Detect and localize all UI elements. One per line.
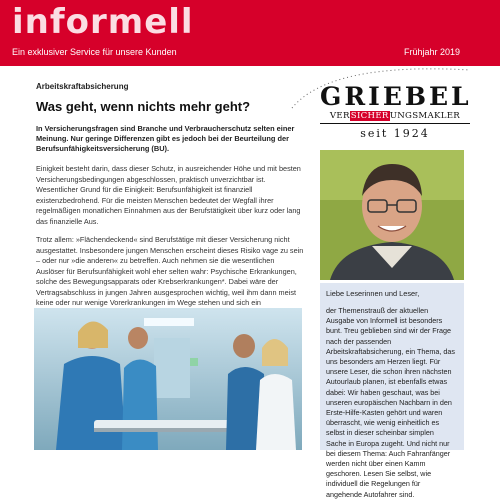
issue-label: Frühjahr 2019 [403,47,460,57]
editorial-box [320,283,464,499]
article-rubric: Arbeitskraftabsicherung [36,82,129,91]
article-paragraph-2: Trotz allem: »Flächendeckend« sind Berufstätige mit dieser Versicherung nicht ausgestattet. Insbesondere jungen Menschen erscheint dieses Risiko vage zu sein – oder nur »die anderen« zu betreffen. Auch nehmen sie die wesentlichen Auslöser für Berufsunfähigkeit wohl eher selten wahr: Psychische Erkrankungen, solche des Bewegungsapparats oder Krebserkrankungen*. Dabei wäre der Vertragsabschluss in jungen Jahren ausgesprochen wichtig, weil ihm dann meist keine oder nur wenige Vorerkrankungen im Wege stehen und sich ein [36,235,304,307]
article-column [36,82,304,327]
editorial-greeting: Liebe Leserinnen und Leser, [326,289,420,298]
logo-sub-before: VER [329,111,350,121]
article-lead: In Versicherungsfragen sind Branche und Verbraucherschutz selten einer Meinung. Nur geringe Differenzen gibt es jedoch bei der Beurteilung der Berufsunfähigkeitsversicherung (BU). [36,124,295,153]
author-portrait [320,150,464,280]
logo-name: GRIEBEL [320,82,472,111]
logo-since: seit 1924 [360,127,430,140]
newsletter-tagline: Ein exklusiver Service für unsere Kunden [12,47,177,57]
newsletter-brand: informell [12,2,194,42]
editorial-text: der Themenstrauß der aktuellen Ausgabe von Informell ist besonders bunt. Treu geblieben sind wir der Frage nach der passenden Arbeitskraftabsicherung, ein Thema, das uns besonders am Herzen liegt. Für unsere Leser, die schon ihren nächsten Autourlaub planen, ist ebenfalls etwas dabei: Wir haben geschaut, was bei unseren europäischen Nachbarn in den Erste-Hilfe-Kasten gehört und waren überrascht, wie wenig einheitlich es selbst in dieser scheinbar simplen Sache in Europa zugeht. Und nicht nur bei diesem Thema: Auch Fahranfänger werden nicht über einen Kamm geschoren. Lesen Sie selbst, wie individuell die Regelungen für angehende Autofahrer sind. [326,306,455,499]
hospital-scene-illustration [34,308,302,450]
griebel-logo [320,80,470,144]
logo-sub-after: UNGSMAKLER [389,111,461,121]
logo-subtitle [320,111,470,121]
portrait-illustration [320,150,464,280]
logo-divider [320,123,470,124]
article-paragraph-1: Einigkeit besteht darin, dass dieser Schutz, in ausreichender Höhe und mit besten Versicherungsbedingungen abgeschlossen, praktisch unverzichtbar ist. Wesentlicher Grund für die Einigkeit: Berufsunfähigkeit ist finanziell existenzbedrohend. Für die meisten Menschen bedeutet der Wegfall ihrer regelmäßigen monatlichen Einnahmen aus der Berufstätigkeit über kurz oder lang das finanzielle Aus. [36,164,301,226]
article-title: Was geht, wenn nichts mehr geht? [36,99,251,114]
article-photo [34,308,302,450]
logo-sub-highlight: SICHER [350,111,389,121]
